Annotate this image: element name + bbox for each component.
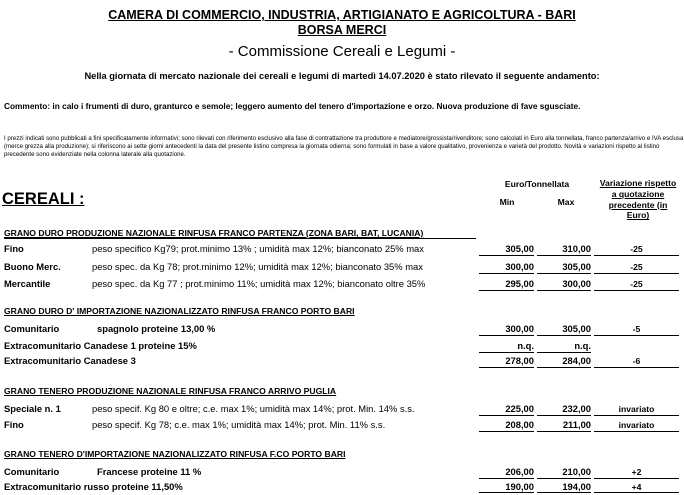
row-variation: -25 (630, 262, 643, 272)
row-max-price: 211,00 (562, 419, 591, 430)
row-max-price: 194,00 (562, 481, 591, 492)
row-variation: +2 (631, 467, 642, 477)
row-description: peso spec. da Kg 78; prot.minimo 12%; umidità max 12%; bianconato 35% max (92, 261, 423, 272)
row-min-price: 305,00 (505, 243, 534, 254)
row-min-price: 295,00 (505, 278, 534, 289)
row-variation: invariato (618, 404, 655, 414)
group-title-grano-duro-importazione: GRANO DURO D' IMPORTAZIONE NAZIONALIZZATO RINFUSA FRANCO PORTO BARI (4, 306, 355, 316)
row-name: Buono Merc. (4, 261, 61, 272)
header-subtitle: BORSA MERCI (297, 23, 387, 37)
row-min-price: 278,00 (505, 355, 534, 366)
row-min-price: 225,00 (505, 403, 534, 414)
row-name: Fino (4, 419, 24, 430)
row-description: peso specif. Kg 80 e oltre; c.e. max 1%; umidità max 14%; prot. Min. 14% s.s. (92, 403, 415, 414)
section-title: CEREALI : (2, 190, 85, 208)
column-min-header: Min (499, 197, 515, 207)
row-max-price: 305,00 (562, 261, 591, 272)
row-name: Extracomunitario Canadese 3 (4, 355, 136, 366)
row-min-price: 190,00 (505, 481, 534, 492)
disclaimer-text: I prezzi indicati sono pubblicati a fini specificatamente informativi; sono rilevati con riferimento esclusivo alla fase di contrattazione tra produttore e mediatore/grossista/rivenditore; sono calcolati in Euro alla tonnellata, franco partenza/arrivo e IVA esclusa (merce grezza alla produzione); si riferiscono ai sette giorni antecedenti la data del presente listino compresa la giornata odierna; sono formulati in base a valore qualitativo, provenienza e varietà del prodotto. Novità e variazioni rispetto al listino precedente sono evidenziate nella colonna laterale alla quotazione. (4, 135, 684, 158)
row-max-price: 210,00 (562, 466, 591, 477)
row-max-price: n.q. (574, 340, 591, 351)
row-variation: -5 (632, 324, 641, 334)
row-name: Speciale n. 1 (4, 403, 61, 414)
row-name: Fino (4, 243, 24, 254)
row-name: Extracomunitario Canadese 1 proteine 15% (4, 340, 197, 351)
comment-text: Commento: in calo i frumenti di duro, granturco e semole; leggero aumento del tenero d'importazione e orzo. Nuova produzione di fave sgusciate. (4, 101, 581, 111)
column-unit-header: Euro/Tonnellata (504, 179, 570, 189)
row-description: Francese proteine 11 % (97, 466, 202, 477)
row-max-price: 310,00 (562, 243, 591, 254)
row-name: Comunitario (4, 466, 60, 477)
row-variation: -6 (632, 356, 641, 366)
row-max-price: 284,00 (562, 355, 591, 366)
row-max-price: 305,00 (562, 323, 591, 334)
row-name: Extracomunitario russo proteine 11,50% (4, 481, 183, 492)
row-variation: +4 (631, 482, 642, 492)
row-max-price: 300,00 (562, 278, 591, 289)
row-description: peso specifico Kg79; prot.minimo 13% ; umidità max 12%; bianconato 25% max (92, 243, 424, 254)
row-min-price: 208,00 (505, 419, 534, 430)
row-min-price: 300,00 (505, 323, 534, 334)
row-variation: -25 (630, 279, 643, 289)
header-commission: - Commissione Cereali e Legumi - (228, 43, 456, 60)
header-intro: Nella giornata di mercato nazionale dei cereali e legumi di martedì 14.07.2020 è stato rilevato il seguente andamento: (84, 71, 600, 81)
group-title-underline (4, 238, 476, 239)
row-description: spagnolo proteine 13,00 % (97, 323, 216, 334)
group-title-grano-duro-nazionale: GRANO DURO PRODUZIONE NAZIONALE RINFUSA FRANCO PARTENZA (ZONA BARI, BAT, LUCANIA) (4, 228, 424, 238)
header-title: CAMERA DI COMMERCIO, INDUSTRIA, ARTIGIANATO E AGRICOLTURA - BARI (108, 8, 576, 22)
group-title-grano-tenero-importazione: GRANO TENERO D'IMPORTAZIONE NAZIONALIZZATO RINFUSA F.CO PORTO BARI (4, 449, 346, 459)
row-max-price: 232,00 (562, 403, 591, 414)
row-variation: invariato (618, 420, 655, 430)
row-min-price: n.q. (517, 340, 534, 351)
row-min-price: 300,00 (505, 261, 534, 272)
row-variation: -25 (630, 244, 643, 254)
row-description: peso specif. Kg 78; c.e. max 1%; umidità max 14%; prot. Min. 11% s.s. (92, 419, 386, 430)
row-name: Comunitario (4, 323, 60, 334)
row-min-price: 206,00 (505, 466, 534, 477)
column-variation-header: Variazione rispetto a quotazione precedente (in Euro) (599, 178, 677, 221)
group-title-grano-tenero-nazionale: GRANO TENERO PRODUZIONE NAZIONALE RINFUSA FRANCO ARRIVO PUGLIA (4, 386, 337, 396)
column-max-header: Max (557, 197, 575, 207)
row-name: Mercantile (4, 278, 51, 289)
row-description: peso spec. da Kg 77 ; prot.minimo 11%; umidità max 12%; bianconato oltre 35% (92, 278, 426, 289)
